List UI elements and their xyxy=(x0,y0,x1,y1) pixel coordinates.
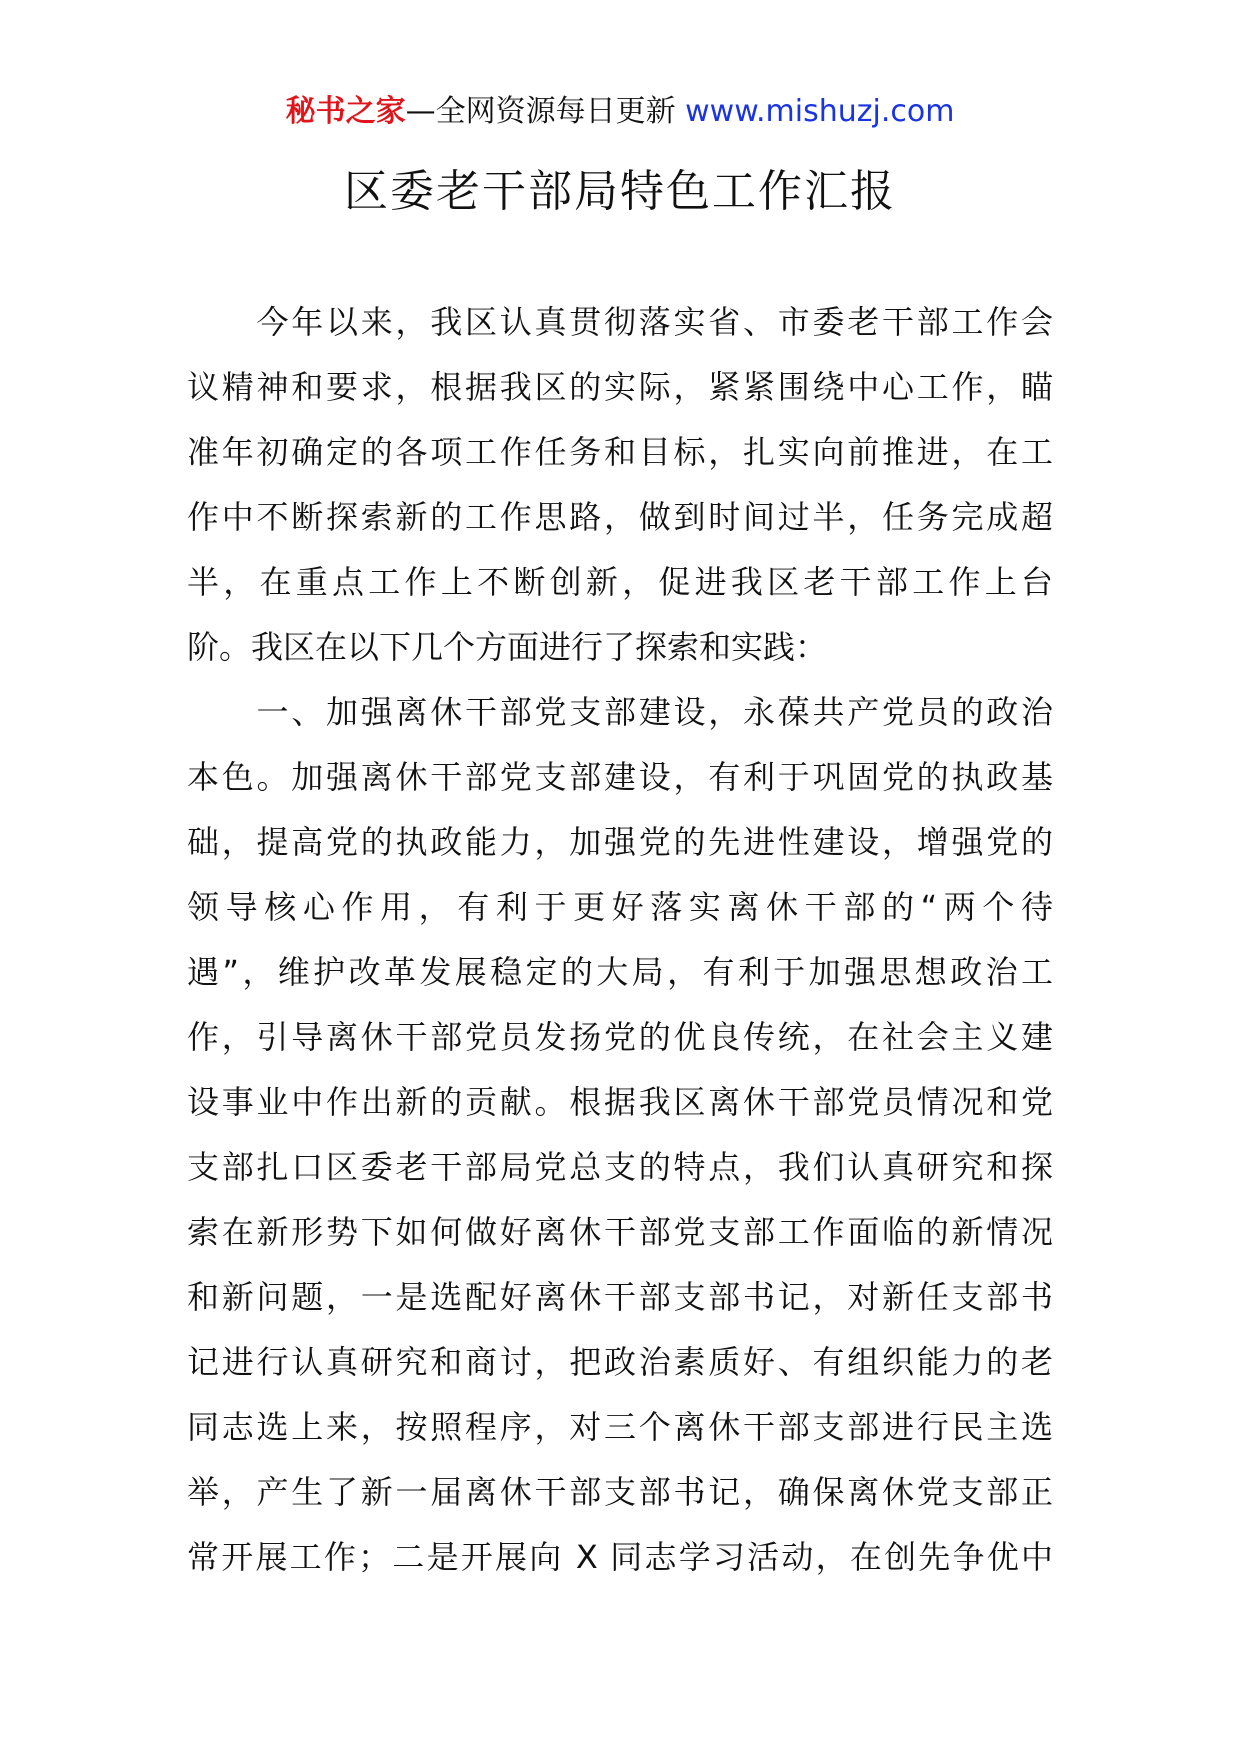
site-header xyxy=(0,92,1240,132)
body-line: 阶。我区在以下几个方面进行了探索和实践： xyxy=(187,628,828,666)
body-line: 常开展工作；二是开展向 X 同志学习活动，在创先争优中 xyxy=(187,1538,1053,1576)
document-body xyxy=(187,290,1053,1590)
body-line: 记进行认真研究和商讨，把政治素质好、有组织能力的老 xyxy=(187,1343,1053,1381)
body-line: 半，在重点工作上不断创新，促进我区老干部工作上台 xyxy=(187,563,1053,601)
site-tagline: —全网资源每日更新 xyxy=(405,94,686,129)
body-line: 设事业中作出新的贡献。根据我区离休干部党员情况和党 xyxy=(187,1083,1053,1121)
document-title: 区委老干部局特色工作汇报 xyxy=(344,166,896,217)
body-line: 遇”，维护改革发展稳定的大局，有利于加强思想政治工 xyxy=(187,953,1053,991)
body-line: 举，产生了新一届离休干部支部书记，确保离休党支部正 xyxy=(187,1473,1053,1511)
body-line: 一、加强离休干部党支部建设，永葆共产党员的政治 xyxy=(187,693,1053,731)
site-brand: 秘书之家 xyxy=(285,94,406,129)
body-line: 和新问题，一是选配好离休干部支部书记，对新任支部书 xyxy=(187,1278,1053,1316)
body-line: 索在新形势下如何做好离休干部党支部工作面临的新情况 xyxy=(187,1213,1053,1251)
body-line: 作，引导离休干部党员发扬党的优良传统，在社会主义建 xyxy=(187,1018,1053,1056)
body-line: 作中不断探索新的工作思路，做到时间过半，任务完成超 xyxy=(187,498,1053,536)
body-line: 本色。加强离休干部党支部建设，有利于巩固党的执政基 xyxy=(187,758,1053,796)
body-line: 议精神和要求，根据我区的实际，紧紧围绕中心工作，瞄 xyxy=(187,368,1053,406)
body-line: 础，提高党的执政能力，加强党的先进性建设，增强党的 xyxy=(187,823,1053,861)
body-line: 同志选上来，按照程序，对三个离休干部支部进行民主选 xyxy=(187,1408,1053,1446)
body-line: 领导核心作用，有利于更好落实离休干部的“两个待 xyxy=(187,888,1053,926)
body-line: 准年初确定的各项工作任务和目标，扎实向前推进，在工 xyxy=(187,433,1053,471)
body-line: 今年以来，我区认真贯彻落实省、市委老干部工作会 xyxy=(187,303,1053,341)
site-url-link[interactable]: www.mishuzj.com xyxy=(685,94,955,129)
body-line: 支部扎口区委老干部局党总支的特点，我们认真研究和探 xyxy=(187,1148,1053,1186)
